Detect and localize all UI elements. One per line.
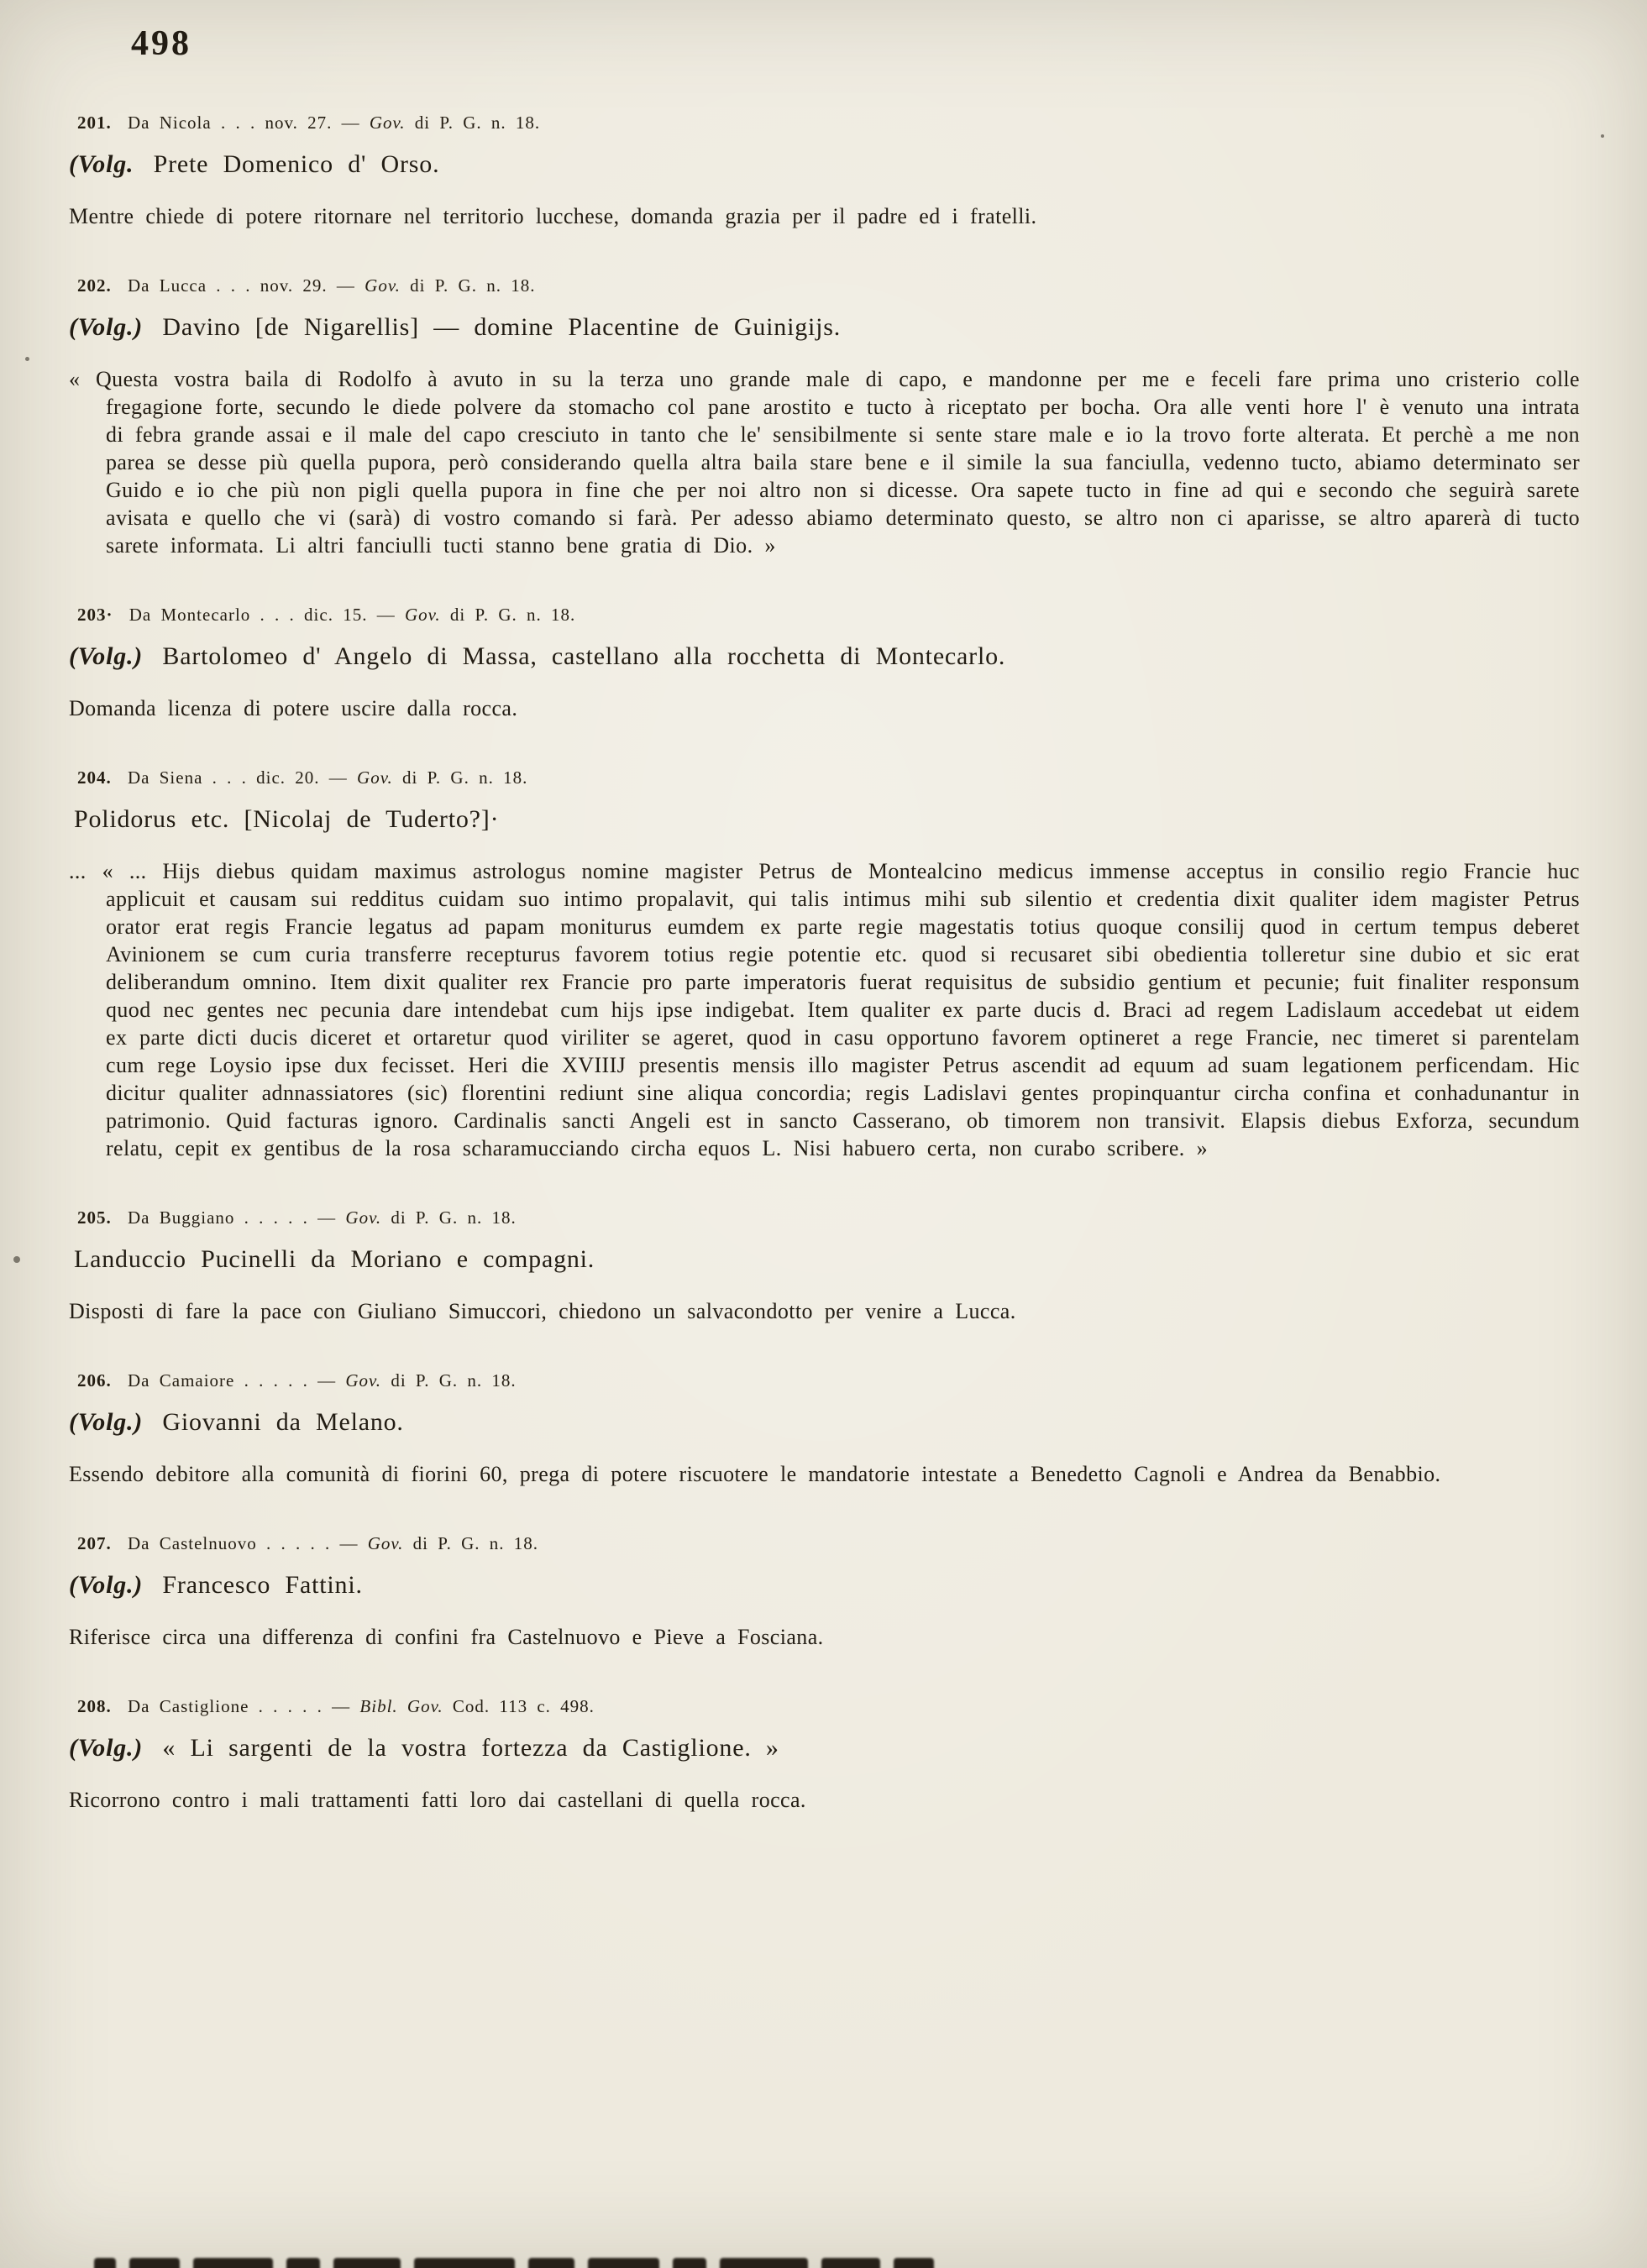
entry-source-ref: di P. G. n. 18. xyxy=(412,1533,539,1553)
entry-volg-tag: (Volg. xyxy=(69,150,134,178)
entry-place-date: Da Castiglione . . . . . — xyxy=(128,1696,351,1716)
entry-title xyxy=(69,1408,1580,1437)
entry-number: 203· xyxy=(77,605,113,625)
entry-number: 207. xyxy=(77,1533,112,1553)
entry-quote-body: ... « ... Hijs diebus quidam maximus astrologus nomine magister Petrus de Montealcino medicus immense acceptus in consilio regio Francie huc applicuit et causam sui redditus cuidam suo intimo propalavit, qui talis intimus mihi sub silentio et credentia dixit qualiter idem magister Petrus orator erat regis Francie legatus ad papam moniturus eumdem ex parte regie magestatis totius quoque consilij quod in certum tempus deberet Avinionem se cum curia transferre recepturus favorem totius regie potentie etc. quod si recusaret sibi obedientia tolleretur sine dubio et sic erat deliberandum omnino. Item dixit qualiter rex Francie pro parte imperatoris fuerat requisitus de subsidio gentium et pecunie; fuit finaliter responsum quod nec gentes nec pecunia dare intendebat cum hijs ipse indigebat. Item qualiter ex parte ducis d. Braci ad regem Ladislaum accedebat ut eidem ex parte dicti ducis diceret et ortaretur quod viriliter se ageret, quod in casu opportuno favorem optineret a rege Francie, nec timeret si parentelam cum rege Loysio ipse dux fecisset. Heri die XVIIIJ presentis mensis illo magister Petrus ascendit ad equum ad suam legationem perficendam. Hic dicitur qualiter adnnassiatores (sic) florentini rediunt sine aliqua concordia; regis Ladislavi gentes propinquantur circha confina et conhadunantur in patrimonio. Quid facturas ignoro. Cardinalis sancti Angeli est in sancto Casserano, ob timorem non transivit. Elapsis diebus Exforza, secundum relatu, cepit ex gentibus de la rosa scharamucciando circha equos L. Nisi habuero certa, non curabo scribere. » xyxy=(69,859,1580,1160)
entry-title-text: Francesco Fattini. xyxy=(162,1571,363,1599)
entry-source-abbrev: Gov. xyxy=(369,113,406,133)
entry-title-text: Davino [de Nigarellis] — domine Placentine de Guinigijs. xyxy=(162,313,842,341)
entry-body: Disposti di fare la pace con Giuliano Simuccori, chiedono un salvacondotto per venire a Lucca. xyxy=(69,1299,1016,1323)
entry-volg-tag: (Volg.) xyxy=(69,313,144,341)
entry-place-date: Da Nicola . . . nov. 27. — xyxy=(128,113,360,133)
entry-title xyxy=(69,150,1580,179)
entry-title-text: « Li sargenti de la vostra fortezza da Castiglione. » xyxy=(162,1734,779,1762)
page-bottom-cutoff-line xyxy=(94,2258,934,2268)
entry-202 xyxy=(69,275,1580,559)
entry-207 xyxy=(69,1533,1580,1651)
entry-header xyxy=(77,1207,1580,1228)
entry-header xyxy=(77,1370,1580,1391)
entry-header xyxy=(77,605,1580,626)
entry-header xyxy=(77,1533,1580,1554)
entry-source-abbrev: Bibl. Gov. xyxy=(359,1696,443,1716)
entry-number: 208. xyxy=(77,1696,112,1716)
entry-number: 204. xyxy=(77,767,112,788)
entry-source-abbrev: Gov. xyxy=(365,275,401,296)
entry-title xyxy=(69,1734,1580,1763)
entry-place-date: Da Castelnuovo . . . . . — xyxy=(128,1533,359,1553)
entry-place-date: Da Camaiore . . . . . — xyxy=(128,1370,337,1391)
scan-speck xyxy=(1601,134,1604,138)
entry-206 xyxy=(69,1370,1580,1488)
entry-source-ref: di P. G. n. 18. xyxy=(449,605,576,625)
entry-number: 206. xyxy=(77,1370,112,1391)
entry-source-ref: di P. G. n. 18. xyxy=(401,767,528,788)
entry-source-ref: di P. G. n. 18. xyxy=(391,1370,517,1391)
entry-volg-tag: (Volg.) xyxy=(69,1408,144,1436)
entry-title xyxy=(69,642,1580,671)
entry-source-abbrev: Gov. xyxy=(357,767,393,788)
entry-quote-body: « Questa vostra baila di Rodolfo à avuto in su la terza uno grande male di capo, e mandonne per me e feceli fare prima uno cristerio colle fregagione forte, secundo le diede polvere da stomacho col pane arostito e tucto à riceptato per bocha. Ora alle venti hore l' è venuto una intrata di febra grande assai e il male del capo cresciuto in tanto che le' sensibilmente si sente stare male e io la trovo forte alterata. Et perchè a me non parea se desse più quella pupora, però considerando quella altra baila stare bene e il simile la sua fanciulla, vedenno tucto, abiamo determinato ser Guido e io che più non pigli quella pupora in fine che per noi altro non si dicesse. Ora sapete tucto in fine ad qui e secondo che seguirà sarete avisata e quello che vi (sarà) di vostro comando si farà. Per adesso abiamo determinato questo, se altro non ci aparisse, se altro aparerà di tucto sarete informata. Li altri fanciulli tucti stanno bene gratia di Dio. » xyxy=(69,367,1580,558)
entry-volg-tag: (Volg.) xyxy=(69,642,144,670)
entry-title xyxy=(69,805,1580,834)
entry-header xyxy=(77,113,1580,134)
entry-source-ref: Cod. 113 c. 498. xyxy=(452,1696,595,1716)
entry-number: 201. xyxy=(77,113,112,133)
entry-source-ref: di P. G. n. 18. xyxy=(410,275,536,296)
entry-204 xyxy=(69,767,1580,1162)
entry-title-text: Prete Domenico d' Orso. xyxy=(153,150,440,178)
entry-title xyxy=(69,1571,1580,1600)
entry-number: 205. xyxy=(77,1207,112,1228)
entry-body: Essendo debitore alla comunità di fiorini 60, prega di potere riscuotere le mandatorie intestate a Benedetto Cagnoli e Andrea da Benabbio. xyxy=(69,1462,1441,1486)
entry-source-abbrev: Gov. xyxy=(345,1207,382,1228)
entry-title-text: Polidorus etc. [Nicolaj de Tuderto?]· xyxy=(74,805,500,833)
entry-body: Domanda licenza di potere uscire dalla rocca. xyxy=(69,696,518,720)
entry-source-abbrev: Gov. xyxy=(345,1370,382,1391)
entry-place-date: Da Montecarlo . . . dic. 15. — xyxy=(129,605,396,625)
entry-header xyxy=(77,1696,1580,1717)
entry-title-text: Bartolomeo d' Angelo di Massa, castellano alla rocchetta di Montecarlo. xyxy=(162,642,1006,670)
entry-volg-tag: (Volg.) xyxy=(69,1571,144,1599)
scan-speck xyxy=(13,1256,20,1263)
entry-place-date: Da Lucca . . . nov. 29. — xyxy=(128,275,355,296)
entry-title-text: Landuccio Pucinelli da Moriano e compagni. xyxy=(74,1245,595,1273)
entry-place-date: Da Siena . . . dic. 20. — xyxy=(128,767,348,788)
entry-number: 202. xyxy=(77,275,112,296)
entry-title-text: Giovanni da Melano. xyxy=(162,1408,404,1436)
entry-source-abbrev: Gov. xyxy=(367,1533,404,1553)
entry-source-ref: di P. G. n. 18. xyxy=(414,113,541,133)
entry-208 xyxy=(69,1696,1580,1814)
entry-source-ref: di P. G. n. 18. xyxy=(391,1207,517,1228)
entry-title xyxy=(69,1245,1580,1274)
entry-203 xyxy=(69,605,1580,722)
scan-speck xyxy=(25,357,29,361)
entry-body: Mentre chiede di potere ritornare nel territorio lucchese, domanda grazia per il padre ed i fratelli. xyxy=(69,204,1037,228)
entry-header xyxy=(77,275,1580,296)
page-number: 498 xyxy=(131,24,191,63)
entry-volg-tag: (Volg.) xyxy=(69,1734,144,1762)
entry-place-date: Da Buggiano . . . . . — xyxy=(128,1207,337,1228)
entry-title xyxy=(69,313,1580,342)
entry-205 xyxy=(69,1207,1580,1325)
entry-header xyxy=(77,767,1580,788)
entry-body: Riferisce circa una differenza di confini fra Castelnuovo e Pieve a Fosciana. xyxy=(69,1625,824,1649)
entry-body: Ricorrono contro i mali trattamenti fatti loro dai castellani di quella rocca. xyxy=(69,1788,806,1812)
entry-source-abbrev: Gov. xyxy=(404,605,441,625)
entry-201 xyxy=(69,113,1580,230)
